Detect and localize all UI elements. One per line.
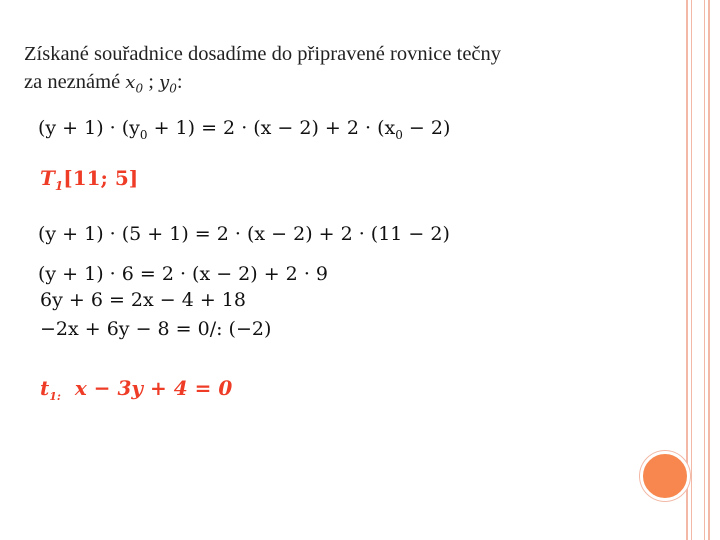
point-sub: 1 [54,179,64,193]
result-equation [40,376,232,403]
step-3: −2x + 6y − 8 = 0/: (−2) [40,318,272,340]
intro-colon: : [176,71,183,93]
intro-prefix: za neznámé [24,71,121,93]
var-x-letter: x [125,72,136,93]
intro-line-1: Získané souřadnice dosadíme do připravené rovnice tečny [24,43,502,65]
substituted-equation: (y + 1) · (5 + 1) = 2 · (x − 2) + 2 · (11 − 2) [38,223,450,245]
var-x-sub: 0 [135,81,144,96]
point-label [40,166,64,193]
decorative-circle [640,451,690,501]
tangent-label [40,376,61,403]
border-stripe [686,0,688,540]
step-1: (y + 1) · 6 = 2 · (x − 2) + 2 · 9 [38,263,328,285]
var-x [125,72,144,96]
eq-part: (y + 1) · (y [38,117,140,139]
point-coordinates: [11; 5] [63,166,139,190]
border-stripe [704,0,705,540]
intro-line-2 [24,68,684,103]
step-2: 6y + 6 = 2x − 4 + 18 [40,289,246,311]
var-y [159,72,177,96]
point-letter: T [40,166,55,190]
var-separator: ; [143,71,160,93]
eq-part: − 2) [402,117,451,139]
intro-text [24,40,684,103]
border-stripe [691,0,692,540]
var-y-sub: 0 [169,81,177,96]
var-y-letter: y [159,72,170,93]
eq-part: + 1) = 2 · (x − 2) + 2 · (x [147,117,396,139]
tangent-point [40,166,138,193]
tangent-letter: t [40,376,50,400]
eq-sub: 0 [395,127,403,142]
border-stripe [708,0,710,540]
general-tangent-equation [38,117,450,142]
eq-sub: 0 [139,127,148,142]
tangent-equation: x − 3y + 4 = 0 [74,376,233,400]
tangent-sub: 1: [49,390,61,403]
